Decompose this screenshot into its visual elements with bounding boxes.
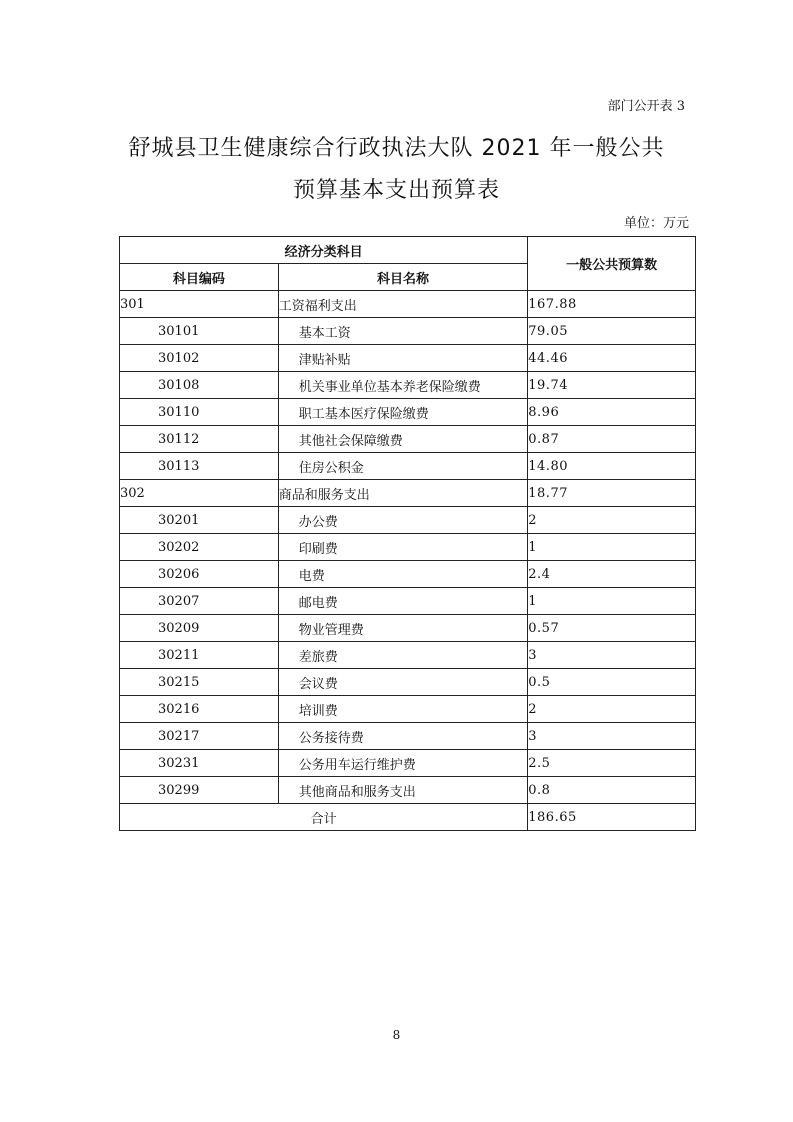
row-code: 30110 xyxy=(120,399,279,426)
row-amount: 8.96 xyxy=(528,399,696,426)
row-amount: 0.57 xyxy=(528,615,696,642)
total-row xyxy=(120,804,696,831)
table-row xyxy=(120,777,696,804)
unit-label: 单位：万元 xyxy=(623,216,689,231)
row-name: 机关事业单位基本养老保险缴费 xyxy=(278,372,527,399)
row-amount: 2 xyxy=(528,507,696,534)
row-code: 301 xyxy=(120,291,279,318)
table-row xyxy=(120,507,696,534)
row-name: 商品和服务支出 xyxy=(278,480,527,507)
table-row xyxy=(120,480,696,507)
row-amount: 1 xyxy=(528,588,696,615)
row-amount: 79.05 xyxy=(528,318,696,345)
page-number: 8 xyxy=(392,1028,401,1042)
row-code: 30299 xyxy=(120,777,279,804)
row-code: 30217 xyxy=(120,723,279,750)
row-name: 差旅费 xyxy=(278,642,527,669)
table-row xyxy=(120,426,696,453)
row-name: 培训费 xyxy=(278,696,527,723)
row-amount: 44.46 xyxy=(528,345,696,372)
row-amount: 14.80 xyxy=(528,453,696,480)
budget-table xyxy=(119,236,696,831)
row-name: 其他商品和服务支出 xyxy=(278,777,527,804)
form-label: 部门公开表 3 xyxy=(607,99,685,114)
row-code: 30209 xyxy=(120,615,279,642)
table-row xyxy=(120,615,696,642)
total-amount: 186.65 xyxy=(528,804,696,831)
row-code: 30113 xyxy=(120,453,279,480)
row-code: 30101 xyxy=(120,318,279,345)
row-code: 30201 xyxy=(120,507,279,534)
table-row xyxy=(120,372,696,399)
table-row xyxy=(120,750,696,777)
table-row xyxy=(120,723,696,750)
row-code: 30231 xyxy=(120,750,279,777)
row-name: 住房公积金 xyxy=(278,453,527,480)
row-code: 30211 xyxy=(120,642,279,669)
table-row xyxy=(120,291,696,318)
table-row xyxy=(120,669,696,696)
row-name: 工资福利支出 xyxy=(278,291,527,318)
row-amount: 3 xyxy=(528,642,696,669)
row-name: 会议费 xyxy=(278,669,527,696)
row-amount: 0.8 xyxy=(528,777,696,804)
row-name: 电费 xyxy=(278,561,527,588)
row-name: 其他社会保障缴费 xyxy=(278,426,527,453)
row-name: 印刷费 xyxy=(278,534,527,561)
table-row xyxy=(120,561,696,588)
row-code: 302 xyxy=(120,480,279,507)
header-name: 科目名称 xyxy=(278,264,527,291)
row-name: 邮电费 xyxy=(278,588,527,615)
row-code: 30108 xyxy=(120,372,279,399)
row-amount: 167.88 xyxy=(528,291,696,318)
row-name: 办公费 xyxy=(278,507,527,534)
row-name: 公务接待费 xyxy=(278,723,527,750)
row-amount: 0.87 xyxy=(528,426,696,453)
table-row xyxy=(120,696,696,723)
header-amount: 一般公共预算数 xyxy=(528,237,696,291)
row-code: 30216 xyxy=(120,696,279,723)
page-title-line2: 预算基本支出预算表 xyxy=(292,178,500,203)
table-row xyxy=(120,453,696,480)
table-row xyxy=(120,588,696,615)
row-code: 30206 xyxy=(120,561,279,588)
row-name: 公务用车运行维护费 xyxy=(278,750,527,777)
table-row xyxy=(120,642,696,669)
row-code: 30112 xyxy=(120,426,279,453)
table-body xyxy=(120,291,696,804)
row-name: 基本工资 xyxy=(278,318,527,345)
row-amount: 18.77 xyxy=(528,480,696,507)
header-group: 经济分类科目 xyxy=(120,237,528,264)
row-code: 30215 xyxy=(120,669,279,696)
row-name: 津贴补贴 xyxy=(278,345,527,372)
row-name: 物业管理费 xyxy=(278,615,527,642)
table-header-row xyxy=(120,237,696,264)
row-name: 职工基本医疗保险缴费 xyxy=(278,399,527,426)
table-row xyxy=(120,318,696,345)
row-code: 30102 xyxy=(120,345,279,372)
header-code: 科目编码 xyxy=(120,264,279,291)
row-code: 30202 xyxy=(120,534,279,561)
row-amount: 1 xyxy=(528,534,696,561)
row-amount: 2.5 xyxy=(528,750,696,777)
row-amount: 3 xyxy=(528,723,696,750)
row-amount: 0.5 xyxy=(528,669,696,696)
row-amount: 19.74 xyxy=(528,372,696,399)
total-label: 合计 xyxy=(120,804,528,831)
table-row xyxy=(120,399,696,426)
row-amount: 2 xyxy=(528,696,696,723)
page-title-line1: 舒城县卫生健康综合行政执法大队 2021 年一般公共 xyxy=(128,136,665,161)
row-amount: 2.4 xyxy=(528,561,696,588)
table-row xyxy=(120,534,696,561)
table-row xyxy=(120,345,696,372)
row-code: 30207 xyxy=(120,588,279,615)
